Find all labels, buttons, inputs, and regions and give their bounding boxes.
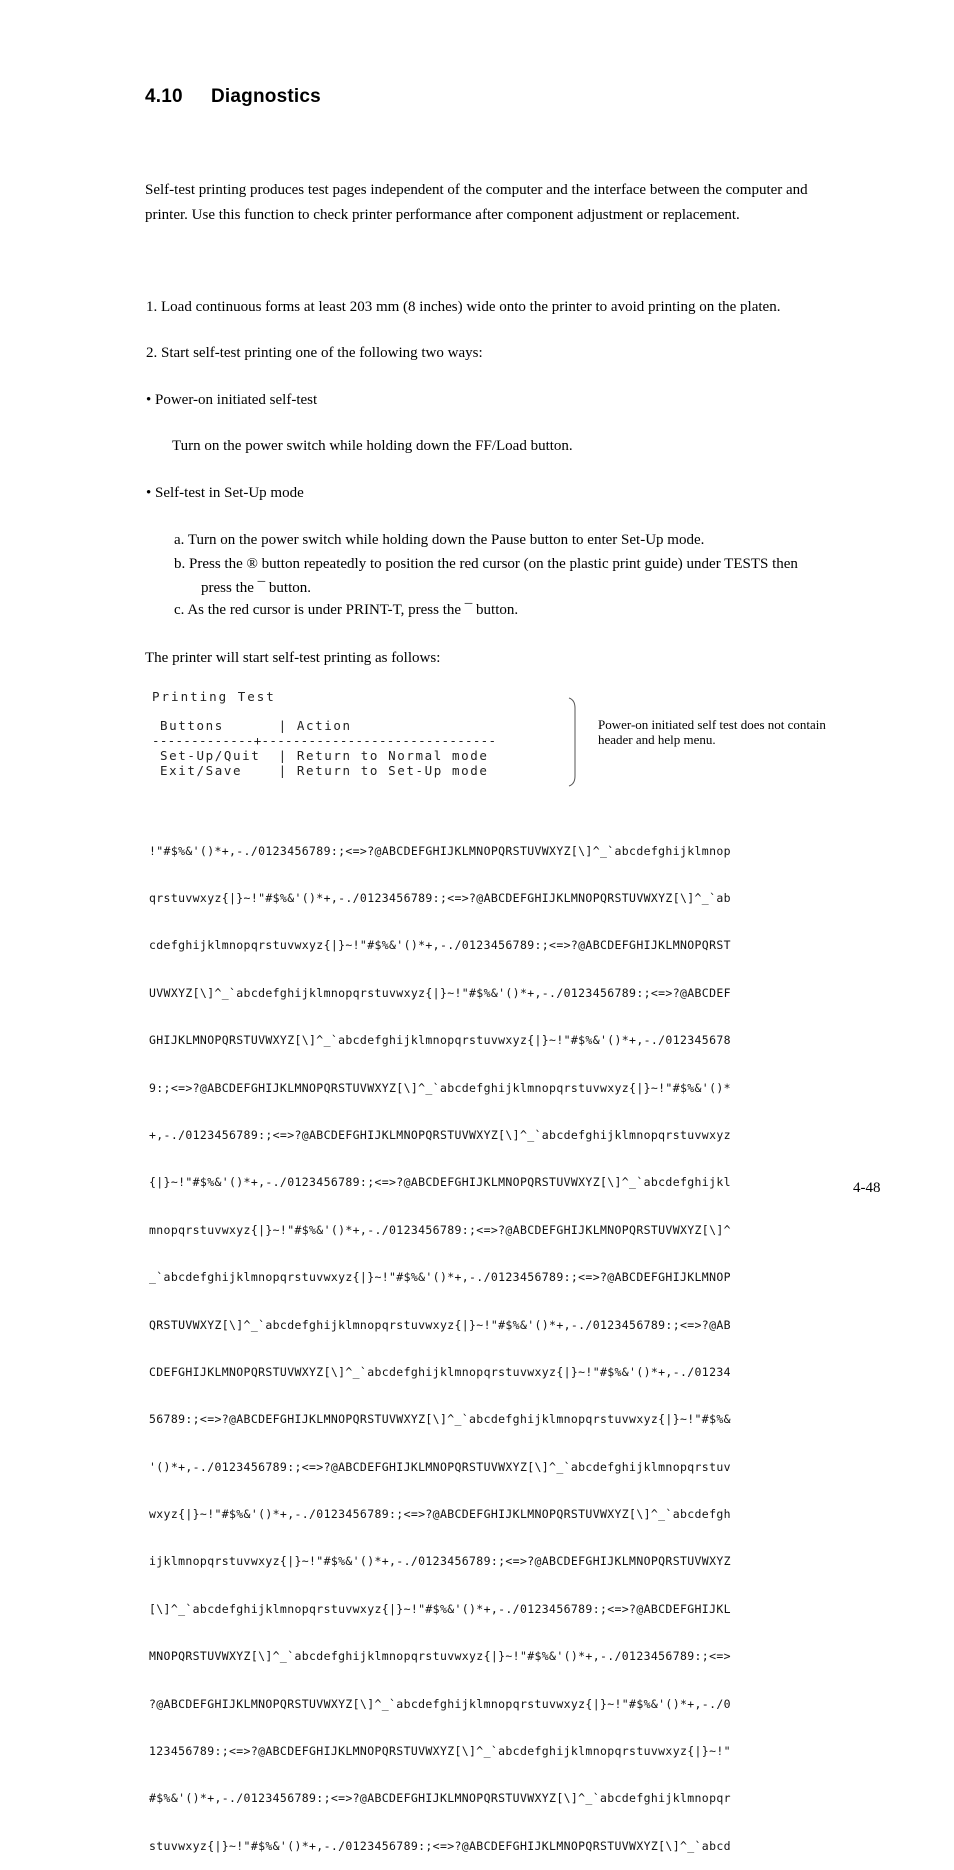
- sub-step-b-line1: b. Press the ® button repeatedly to position the red cursor (on the plastic print guide) under TESTS then: [174, 556, 798, 572]
- sub-step-c: c. As the red cursor is under PRINT-T, press the ¯ button.: [174, 602, 519, 618]
- page-number: 4-48: [853, 1180, 881, 1196]
- printout-row-setup-quit: Set-Up/Quit | Return to Normal mode: [160, 748, 489, 763]
- bracket-icon: [567, 696, 581, 788]
- bullet-setup-mode: • Self-test in Set-Up mode: [146, 485, 304, 501]
- charset-printout: [149, 812, 731, 1870]
- intro-paragraph: Self-test printing produces test pages independent of the computer and the interface between the computer and printer. Use this function to check printer performance after component adjustment or replacement.: [145, 182, 808, 223]
- bullet-power-on-detail: Turn on the power switch while holding down the FF/Load button.: [172, 438, 573, 454]
- section-number: 4.10: [145, 86, 183, 107]
- charset-line: '()*+,-./0123456789:;<=>?@ABCDEFGHIJKLMNOPQRSTUVWXYZ[\]^_`abcdefghijklmnopqrstuv: [149, 1459, 731, 1474]
- sub-step-a: a. Turn on the power switch while holding down the Pause button to enter Set-Up mode.: [174, 532, 705, 548]
- charset-line: 123456789:;<=>?@ABCDEFGHIJKLMNOPQRSTUVWXYZ[\]^_`abcdefghijklmnopqrstuvwxyz{|}~!": [149, 1744, 731, 1759]
- section-title: Diagnostics: [211, 86, 321, 107]
- charset-line: GHIJKLMNOPQRSTUVWXYZ[\]^_`abcdefghijklmnopqrstuvwxyz{|}~!"#$%&'()*+,-./012345678: [149, 1033, 731, 1048]
- charset-line: +,-./0123456789:;<=>?@ABCDEFGHIJKLMNOPQRSTUVWXYZ[\]^_`abcdefghijklmnopqrstuvwxyz: [149, 1127, 731, 1142]
- charset-line: QRSTUVWXYZ[\]^_`abcdefghijklmnopqrstuvwxyz{|}~!"#$%&'()*+,-./0123456789:;<=>?@AB: [149, 1317, 731, 1332]
- charset-line: wxyz{|}~!"#$%&'()*+,-./0123456789:;<=>?@ABCDEFGHIJKLMNOPQRSTUVWXYZ[\]^_`abcdefgh: [149, 1507, 731, 1522]
- printout-note: Power-on initiated self test does not contain header and help menu.: [598, 717, 826, 747]
- charset-line: 56789:;<=>?@ABCDEFGHIJKLMNOPQRSTUVWXYZ[\]^_`abcdefghijklmnopqrstuvwxyz{|}~!"#$%&: [149, 1412, 731, 1427]
- section-heading: [145, 86, 321, 108]
- bullet-power-on: • Power-on initiated self-test: [146, 392, 318, 408]
- charset-line: [\]^_`abcdefghijklmnopqrstuvwxyz{|}~!"#$%&'()*+,-./0123456789:;<=>?@ABCDEFGHIJKL: [149, 1601, 731, 1616]
- charset-line: CDEFGHIJKLMNOPQRSTUVWXYZ[\]^_`abcdefghijklmnopqrstuvwxyz{|}~!"#$%&'()*+,-./01234: [149, 1364, 731, 1379]
- charset-line: stuvwxyz{|}~!"#$%&'()*+,-./0123456789:;<=>?@ABCDEFGHIJKLMNOPQRSTUVWXYZ[\]^_`abcd: [149, 1838, 731, 1853]
- charset-line: mnopqrstuvwxyz{|}~!"#$%&'()*+,-./0123456789:;<=>?@ABCDEFGHIJKLMNOPQRSTUVWXYZ[\]^: [149, 1222, 731, 1237]
- charset-line: !"#$%&'()*+,-./0123456789:;<=>?@ABCDEFGHIJKLMNOPQRSTUVWXYZ[\]^_`abcdefghijklmnop: [149, 843, 731, 858]
- charset-line: qrstuvwxyz{|}~!"#$%&'()*+,-./0123456789:;<=>?@ABCDEFGHIJKLMNOPQRSTUVWXYZ[\]^_`ab: [149, 890, 731, 905]
- charset-line: #$%&'()*+,-./0123456789:;<=>?@ABCDEFGHIJKLMNOPQRSTUVWXYZ[\]^_`abcdefghijklmnopqr: [149, 1791, 731, 1806]
- step-1: 1. Load continuous forms at least 203 mm (8 inches) wide onto the printer to avoid printing on the platen.: [146, 299, 781, 315]
- printout-title: Printing Test: [152, 689, 276, 704]
- charset-line: 9:;<=>?@ABCDEFGHIJKLMNOPQRSTUVWXYZ[\]^_`abcdefghijklmnopqrstuvwxyz{|}~!"#$%&'()*: [149, 1080, 731, 1095]
- printer-start-text: The printer will start self-test printing as follows:: [145, 650, 441, 666]
- sub-step-b-line2: press the ¯ button.: [201, 580, 311, 596]
- printout-header-row: Buttons | Action: [160, 718, 352, 733]
- charset-line: UVWXYZ[\]^_`abcdefghijklmnopqrstuvwxyz{|}~!"#$%&'()*+,-./0123456789:;<=>?@ABCDEF: [149, 985, 731, 1000]
- charset-line: _`abcdefghijklmnopqrstuvwxyz{|}~!"#$%&'()*+,-./0123456789:;<=>?@ABCDEFGHIJKLMNOP: [149, 1270, 731, 1285]
- charset-line: MNOPQRSTUVWXYZ[\]^_`abcdefghijklmnopqrstuvwxyz{|}~!"#$%&'()*+,-./0123456789:;<=>: [149, 1649, 731, 1664]
- printout-divider: -------------+------------------------------: [152, 733, 497, 748]
- printout-row-exit-save: Exit/Save | Return to Set-Up mode: [160, 763, 489, 778]
- charset-line: ijklmnopqrstuvwxyz{|}~!"#$%&'()*+,-./0123456789:;<=>?@ABCDEFGHIJKLMNOPQRSTUVWXYZ: [149, 1554, 731, 1569]
- charset-line: cdefghijklmnopqrstuvwxyz{|}~!"#$%&'()*+,-./0123456789:;<=>?@ABCDEFGHIJKLMNOPQRST: [149, 938, 731, 953]
- charset-line: ?@ABCDEFGHIJKLMNOPQRSTUVWXYZ[\]^_`abcdefghijklmnopqrstuvwxyz{|}~!"#$%&'()*+,-./0: [149, 1696, 731, 1711]
- charset-line: {|}~!"#$%&'()*+,-./0123456789:;<=>?@ABCDEFGHIJKLMNOPQRSTUVWXYZ[\]^_`abcdefghijkl: [149, 1175, 731, 1190]
- step-2: 2. Start self-test printing one of the following two ways:: [146, 345, 483, 361]
